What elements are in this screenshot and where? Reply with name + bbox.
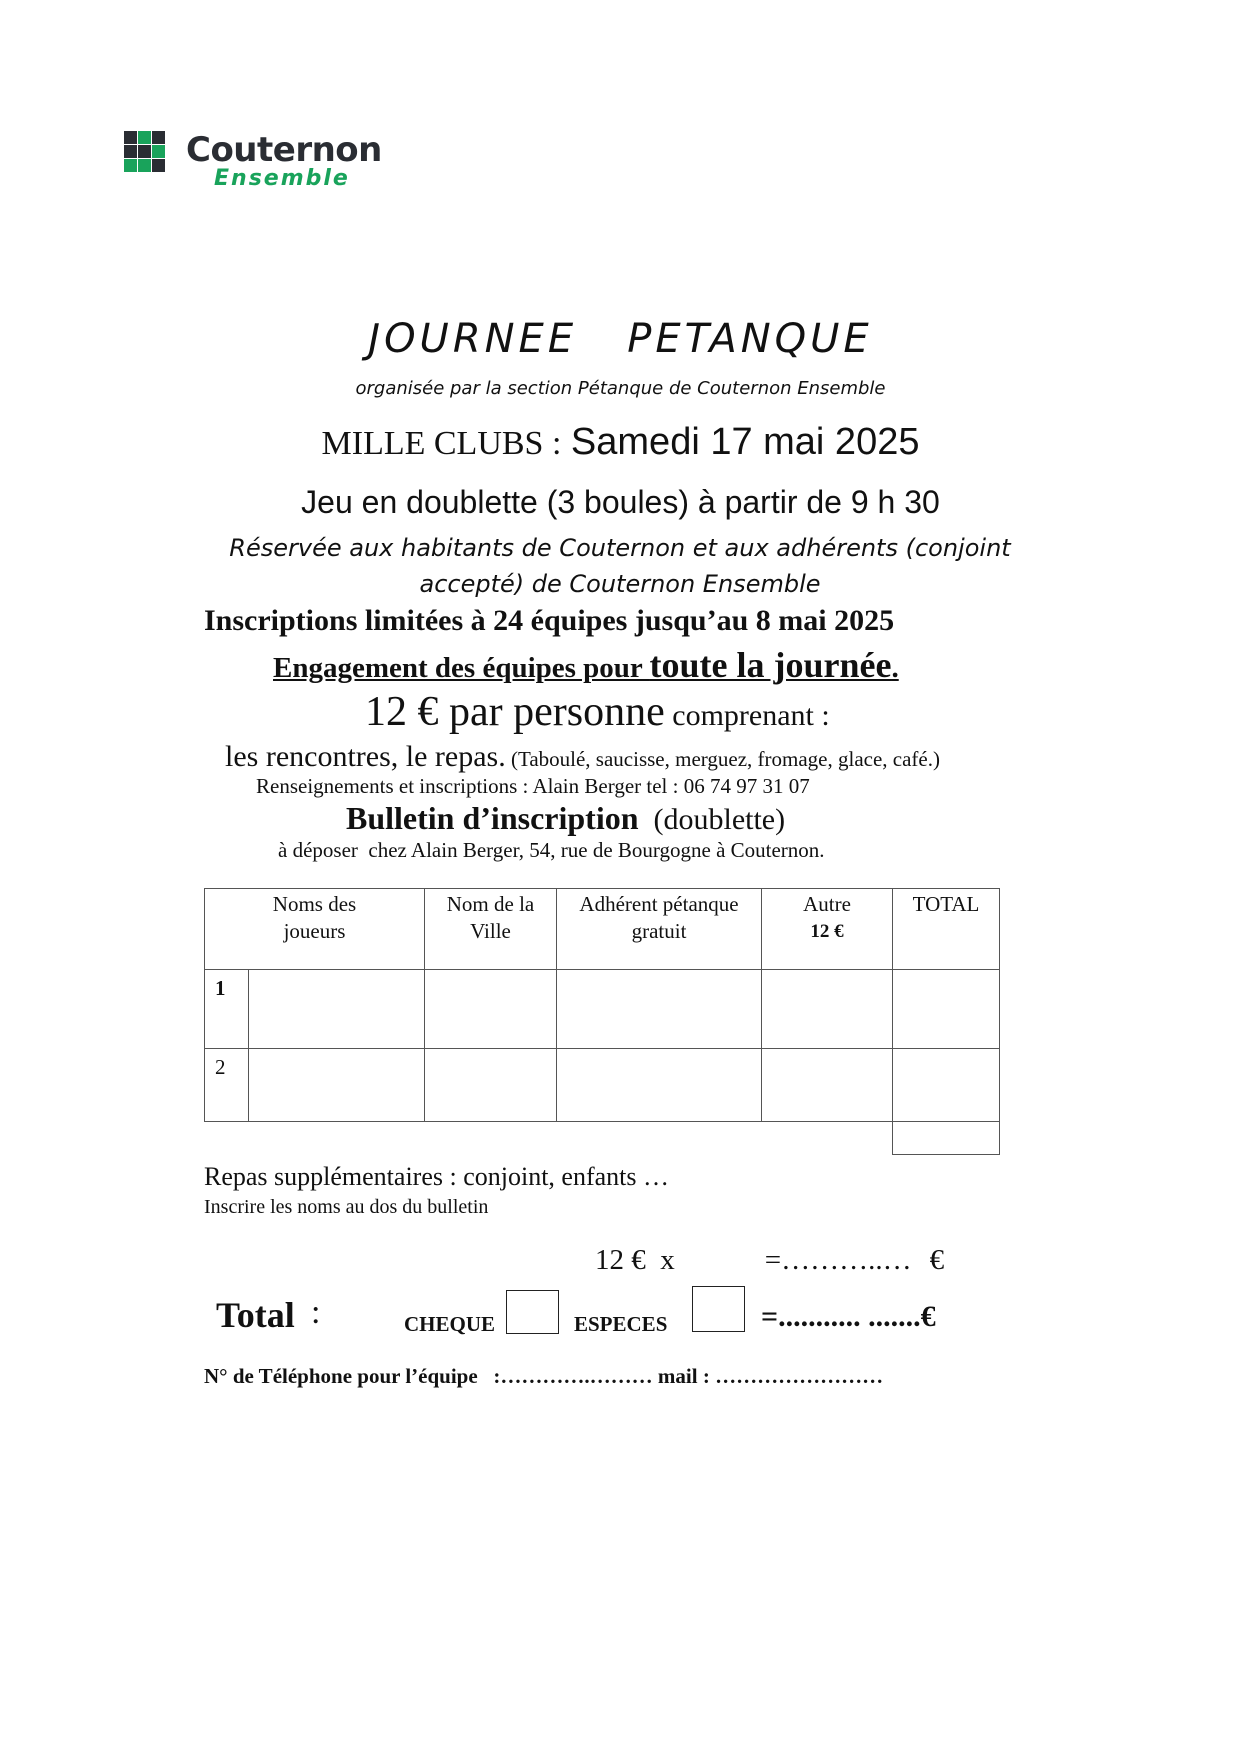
event-date: Samedi 17 mai 2025 <box>570 421 920 463</box>
row-number: 1 <box>205 970 249 1049</box>
calc-currency: € <box>929 1244 945 1276</box>
bulletin-title: Bulletin d’inscription <box>346 800 639 836</box>
other-cell[interactable] <box>762 970 893 1049</box>
total-sum: =........... .......€ <box>761 1300 936 1333</box>
subtitle: organisée par la section Pétanque de Couternon Ensemble <box>355 378 886 399</box>
eligibility-line-2: accepté) de Couternon Ensemble <box>419 570 821 598</box>
table-row <box>205 1049 1000 1122</box>
extra-meals: Repas supplémentaires : conjoint, enfants … <box>204 1162 670 1191</box>
col-header-member: Adhérent pétanque gratuit <box>557 889 762 970</box>
especes-label: ESPECES <box>574 1312 668 1336</box>
member-cell[interactable] <box>557 970 762 1049</box>
col-header-players: Noms des joueurs <box>205 889 425 970</box>
price-line <box>365 688 830 736</box>
logo <box>124 131 384 191</box>
grand-total-cell[interactable] <box>892 1107 1000 1155</box>
date-line <box>0 420 1241 464</box>
city-cell[interactable] <box>425 970 557 1049</box>
total-colon: : <box>311 1294 321 1331</box>
bulletin-heading <box>346 800 785 837</box>
extra-meals-note: Inscrire les noms au dos du bulletin <box>204 1196 489 1218</box>
logo-tagline: Ensemble <box>214 166 350 191</box>
row-number: 2 <box>205 1049 249 1122</box>
registration-limits: Inscriptions limitées à 24 équipes jusqu’au 8 mai 2025 <box>204 604 895 637</box>
engagement-end: . <box>891 652 899 684</box>
cheque-label: CHEQUE <box>404 1312 496 1336</box>
registration-table <box>204 888 1000 1122</box>
col-header-total: TOTAL <box>893 889 1000 970</box>
col-header-city: Nom de la Ville <box>425 889 557 970</box>
engagement-note <box>273 644 899 686</box>
page-title: JOURNEE PETANQUE <box>368 316 873 362</box>
deposit-address: à déposer chez Alain Berger, 54, rue de Bourgogne à Couternon. <box>278 838 825 862</box>
eligibility-line-1: Réservée aux habitants de Couternon et aux adhérents (conjoint <box>229 534 1011 562</box>
total-cell[interactable] <box>893 970 1000 1049</box>
includes-menu: (Taboulé, saucisse, merguez, fromage, glace, café.) <box>505 747 940 771</box>
eligibility-note <box>200 530 1040 602</box>
engagement-emphasis: toute la journée <box>649 645 892 685</box>
member-cell[interactable] <box>557 1049 762 1122</box>
player-name-cell[interactable] <box>249 1049 425 1122</box>
includes-main: les rencontres, le repas. <box>225 740 506 773</box>
table-header-row <box>205 889 1000 970</box>
total-label: Total <box>216 1295 295 1335</box>
price-amount: 12 € par personne <box>365 689 665 735</box>
table-row <box>205 970 1000 1049</box>
price-rest: comprenant : <box>664 699 830 732</box>
player-name-cell[interactable] <box>249 970 425 1049</box>
game-info: Jeu en doublette (3 boules) à partir de 9 h 30 <box>301 484 940 520</box>
contact-info: Renseignements et inscriptions : Alain Berger tel : 06 74 97 31 07 <box>256 774 810 798</box>
venue: MILLE CLUBS : <box>321 425 562 462</box>
bulletin-type: (doublette) <box>638 803 786 836</box>
includes-line <box>225 740 940 774</box>
calc-price: 12 € x <box>595 1244 675 1276</box>
phone-email-line: N° de Téléphone pour l’équipe :………….……… mail : …………………… <box>204 1364 884 1388</box>
logo-brand: Couternon <box>186 130 382 170</box>
city-cell[interactable] <box>425 1049 557 1122</box>
calc-result: =………..… <box>764 1244 912 1276</box>
other-cell[interactable] <box>762 1049 893 1122</box>
engagement-text: Engagement des équipes pour <box>273 652 650 684</box>
especes-checkbox[interactable] <box>692 1286 745 1332</box>
col-header-other: Autre 12 € <box>762 889 893 970</box>
extra-meals-calc <box>595 1244 944 1277</box>
cheque-checkbox[interactable] <box>506 1290 559 1334</box>
